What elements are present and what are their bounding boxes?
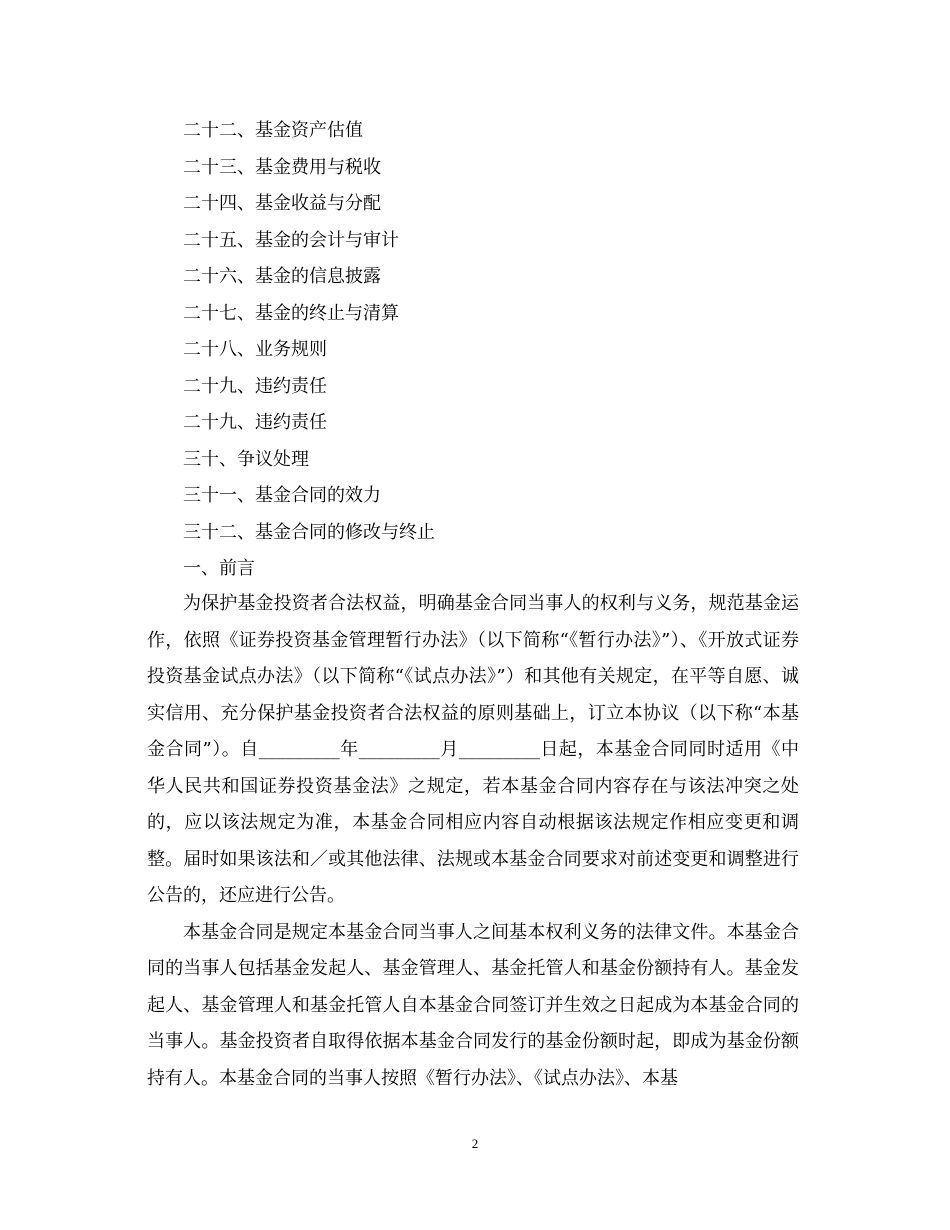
- toc-item: 三十、争议处理: [183, 448, 309, 470]
- table-of-contents: [183, 113, 783, 588]
- paragraph-parties: 本基金合同是规定本基金合同当事人之间基本权利义务的法律文件。本基金合同的当事人包括基金发起人、基金管理人、基金托管人和基金份额持有人。基金发起人、基金管理人和基金托管人自本基金合同签订并生效之日起成为本基金合同的当事人。基金投资者自取得依据本基金合同发行的基金份额时起，即成为基金份额持有人。本基金合同的当事人按照《暂行办法》、《试点办法》、本基: [147, 921, 799, 1089]
- page-number: 2: [471, 1136, 479, 1151]
- toc-item: 二十四、基金收益与分配: [183, 193, 381, 214]
- toc-item: 二十三、基金费用与税收: [183, 156, 381, 178]
- toc-item: 二十六、基金的信息披露: [183, 266, 381, 287]
- toc-item: 三十一、基金合同的效力: [183, 485, 381, 506]
- toc-item: 三十二、基金合同的修改与终止: [183, 521, 435, 543]
- toc-item: 二十二、基金资产估值: [183, 120, 363, 141]
- toc-item: 二十七、基金的终止与清算: [183, 302, 399, 324]
- toc-item: 二十九、违约责任: [183, 412, 327, 433]
- toc-item: 二十九、违约责任: [183, 375, 327, 397]
- body-text: [147, 586, 799, 1097]
- toc-item: 二十五、基金的会计与审计: [183, 229, 399, 251]
- section-heading: 一、前言: [183, 558, 255, 579]
- paragraph-preface: 为保护基金投资者合法权益，明确基金合同当事人的权利与义务，规范基金运作，依照《证券投资基金管理暂行办法》（以下简称“《暂行办法》”）、《开放式证券投资基金试点办法》（以下简称“《试点办法》”）和其他有关规定，在平等自愿、诚实信用、充分保护基金投资者合法权益的原则基础上，订立本协议（以下称“本基金合同”）。自_________年_________月_________日起，本基金合同同时适用《中华人民共和国证券投资基金法》之规定，若本基金合同内容存在与该法冲突之处的，应以该法规定为准，本基金合同相应内容自动根据该法规定作相应变更和调整。届时如果该法和／或其他法律、法规或本基金合同要求对前述变更和调整进行公告的，还应进行公告。: [147, 593, 799, 906]
- toc-item: 二十八、业务规则: [183, 339, 327, 360]
